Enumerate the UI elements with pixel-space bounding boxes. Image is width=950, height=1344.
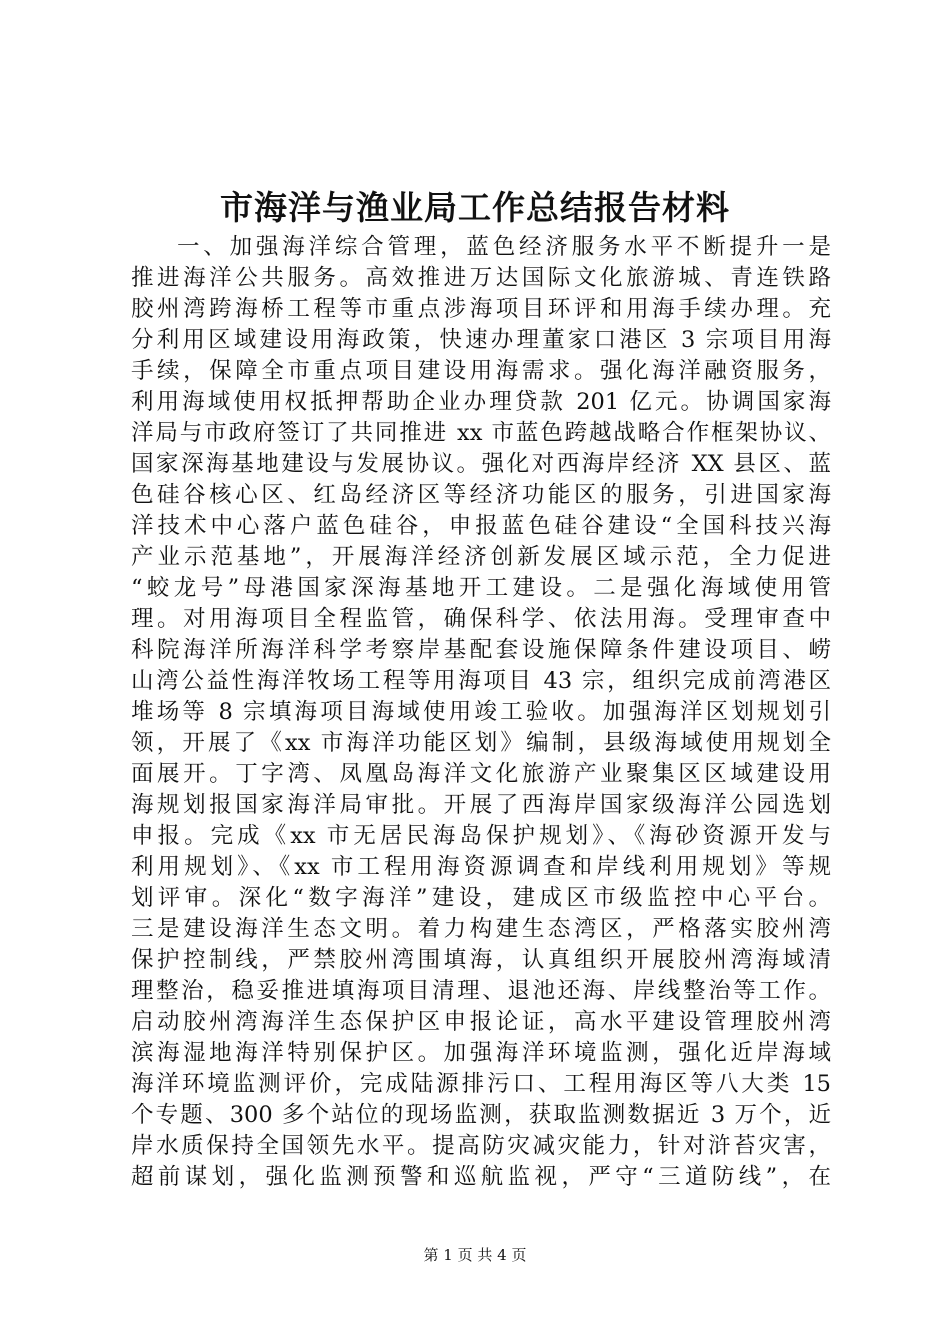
body-line: 海规划报国家海洋局审批。开展了西海岸国家级海洋公园选划 bbox=[131, 792, 831, 818]
body-line: 超前谋划，强化监测预警和巡航监视，严守“三道防线”，在 bbox=[131, 1164, 831, 1190]
body-line: 产业示范基地”，开展海洋经济创新发展区域示范，全力促进 bbox=[131, 544, 831, 570]
body-line: 科院海洋所海洋科学考察岸基配套设施保障条件建设项目、崂 bbox=[131, 637, 831, 663]
body-line: 胶州湾跨海桥工程等市重点涉海项目环评和用海手续办理。充 bbox=[131, 296, 831, 322]
body-line: 国家深海基地建设与发展协议。强化对西海岸经济 XX 县区、蓝 bbox=[131, 451, 831, 477]
body-line: 申报。完成《xx 市无居民海岛保护规划》、《海砂资源开发与 bbox=[131, 823, 831, 849]
page-indicator: 第 1 页 共 4 页 bbox=[423, 1246, 527, 1264]
body-line: 利用规划》、《xx 市工程用海资源调查和岸线利用规划》等规 bbox=[131, 854, 831, 880]
body-line: 洋技术中心落户蓝色硅谷，申报蓝色硅谷建设“全国科技兴海 bbox=[131, 513, 831, 539]
body-line: 启动胶州湾海洋生态保护区申报论证，高水平建设管理胶州湾 bbox=[131, 1009, 831, 1035]
body-line: 个专题、300 多个站位的现场监测，获取监测数据近 3 万个，近 bbox=[131, 1102, 831, 1128]
body-line: 堆场等 8 宗填海项目海域使用竣工验收。加强海洋区划规划引 bbox=[131, 699, 831, 725]
body-line: 保护控制线，严禁胶州湾围填海，认真组织开展胶州湾海域清 bbox=[131, 947, 831, 973]
body-line: 利用海域使用权抵押帮助企业办理贷款 201 亿元。协调国家海 bbox=[131, 389, 831, 415]
body-line: 色硅谷核心区、红岛经济区等经济功能区的服务，引进国家海 bbox=[131, 482, 831, 508]
body-line: 领，开展了《xx 市海洋功能区划》编制，县级海域使用规划全 bbox=[131, 730, 831, 756]
body-line: 手续，保障全市重点项目建设用海需求。强化海洋融资服务， bbox=[131, 358, 831, 384]
body-line: 滨海湿地海洋特别保护区。加强海洋环境监测，强化近岸海域 bbox=[131, 1040, 831, 1066]
body-line: 岸水质保持全国领先水平。提高防灾减灾能力，针对浒苔灾害， bbox=[131, 1133, 831, 1159]
body-line: 三是建设海洋生态文明。着力构建生态湾区，严格落实胶州湾 bbox=[131, 916, 831, 942]
document-body bbox=[131, 232, 831, 1193]
body-line: “蛟龙号”母港国家深海基地开工建设。二是强化海域使用管 bbox=[131, 575, 831, 601]
body-line: 面展开。丁字湾、凤凰岛海洋文化旅游产业聚集区区域建设用 bbox=[131, 761, 831, 787]
body-line: 一、加强海洋综合管理，蓝色经济服务水平不断提升一是 bbox=[177, 234, 831, 260]
body-line: 分利用区域建设用海政策，快速办理董家口港区 3 宗项目用海 bbox=[131, 327, 831, 353]
body-line: 山湾公益性海洋牧场工程等用海项目 43 宗，组织完成前湾港区 bbox=[131, 668, 831, 694]
body-line: 理。对用海项目全程监管，确保科学、依法用海。受理审查中 bbox=[131, 606, 831, 632]
body-line: 推进海洋公共服务。高效推进万达国际文化旅游城、青连铁路 bbox=[131, 265, 831, 291]
document-title: 市海洋与渔业局工作总结报告材料 bbox=[220, 188, 730, 227]
body-line: 划评审。深化“数字海洋”建设，建成区市级监控中心平台。 bbox=[131, 885, 831, 911]
body-line: 理整治，稳妥推进填海项目清理、退池还海、岸线整治等工作。 bbox=[131, 978, 831, 1004]
body-line: 海洋环境监测评价，完成陆源排污口、工程用海区等八大类 15 bbox=[131, 1071, 831, 1097]
body-line: 洋局与市政府签订了共同推进 xx 市蓝色跨越战略合作框架协议、 bbox=[131, 420, 831, 446]
